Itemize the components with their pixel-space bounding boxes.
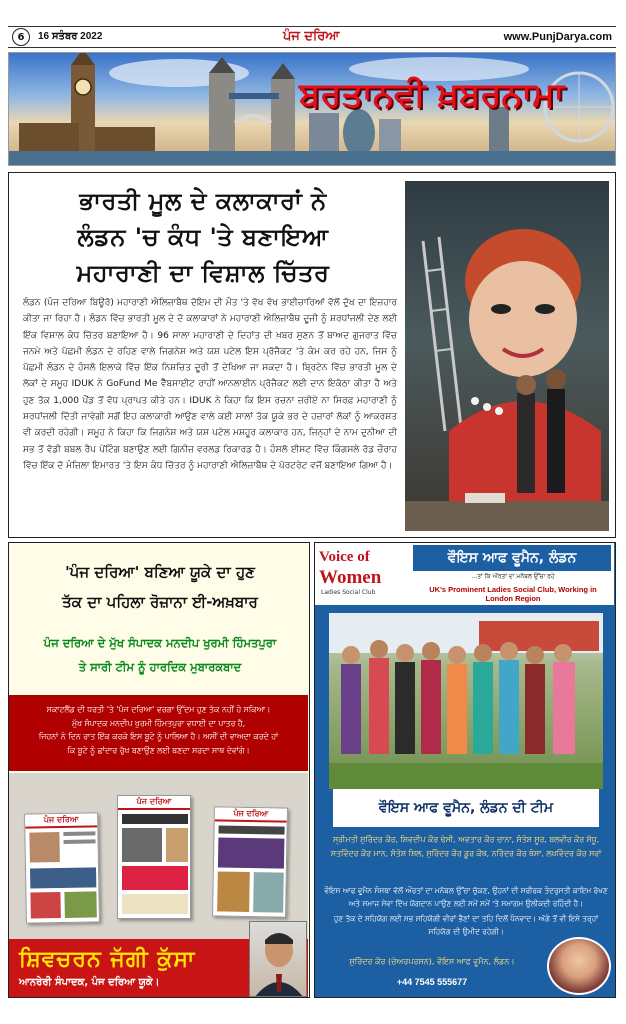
congrats-line: ਪੰਜ ਦਰਿਆ ਦੇ ਮੁੱਖ ਸੰਪਾਦਕ ਮਨਦੀਪ ਖੁਰਮੀ ਹਿੰਮਤਪੁਰਾ — [43, 636, 277, 650]
headline-line: 'ਪੰਜ ਦਰਿਆ' ਬਣਿਆ ਯੂਕੇ ਦਾ ਹੁਣ — [65, 563, 255, 581]
message-line: ਮੁੱਖ ਸੰਪਾਦਕ ਮਨਦੀਪ ਖੁਰਮੀ ਹਿੰਮਤਪੁਰਾ ਵਧਾਈ ਦਾ ਪਾਤਰ ਹੈ, — [71, 718, 246, 728]
vow-title: ਵੌਇਸ ਆਫ ਵੂਮੈਨ, ਲੰਡਨ — [413, 545, 611, 571]
promo-congrats — [17, 631, 303, 679]
headline-line: ਤੱਕ ਦਾ ਪਹਿਲਾ ਰੋਜ਼ਾਨਾ ਈ-ਅਖ਼ਬਾਰ — [62, 593, 258, 611]
newspaper-collage — [9, 773, 308, 939]
congrats-line: ਤੇ ਸਾਰੀ ਟੀਮ ਨੂੰ ਹਾਰਦਿਕ ਮੁਬਾਰਕਬਾਦ — [78, 660, 242, 674]
mural-photo — [405, 181, 609, 531]
group-photo-image — [329, 613, 603, 789]
headline-line: ਲੰਡਨ 'ਚ ਕੰਧ 'ਤੇ ਬਣਾਇਆ — [77, 223, 329, 251]
vow-description: ਵੌਇਸ ਆਫ ਵੂਮੈਨ ਸੰਸਥਾ ਵੱਲੋਂ ਔਰਤਾਂ ਦਾ ਮਨੋਬਲ ਉੱਚਾ ਚੁੱਕਣ, ਉਹਨਾਂ ਦੀ ਸਰੀਰਕ ਤੰਦਰੁਸਤੀ ਕਾਇਮ ਰੱਖਣ ਅਤੇ ਸਮਾਜ ਸੇਵਾ ਦਿੱਖ ਯੋਗਦਾਨ ਪਾਉਣ ਲਈ ਸਮੇਂ ਸਮੇਂ 'ਤੇ ਸਮਾਗਮ ਉਲੀਕਦੀ ਰਹਿੰਦੀ ਹੈ। — [324, 886, 608, 908]
vow-logo — [319, 549, 411, 599]
editor-role: ਆਨਰੇਰੀ ਸੰਪਾਦਕ, ਪੰਜ ਦਰਿਆ ਯੂਕੇ। — [19, 977, 160, 988]
headline-line: ਮਹਾਰਾਣੀ ਦਾ ਵਿਸ਼ਾਲ ਚਿੱਤਰ — [76, 259, 330, 287]
team-title: ਵੌਇਸ ਆਫ ਵੂਮੈਨ, ਲੰਡਨ ਦੀ ਟੀਮ — [378, 800, 554, 816]
vow-header — [315, 543, 614, 605]
team-member-names: ਸ੍ਰੀਮਤੀ ਸੁਰਿੰਦਰ ਕੌਰ, ਸ਼ਿਵਦੀਪ ਕੌਰ ਢੇਸੀ, ਅਵਤਾਰ ਕੌਰ ਚਾਨਾ, ਸੰਤੋਸ਼ ਸੂਰ, ਬਲਵੀਰ ਕੌਰ ਸੱਧੂ, ਸਤਵਿੰਦਰ ਕੌਰ ਮਾਨ, ਸੰਤੋਸ਼ ਸ਼ਿਲ, ਸੁਰਿੰਦਰ ਕੌਰ ਡੂਰ ਕੌਥ, ਨਰਿੰਦਰ ਕੌਰ ਥੋਸਾ, ਲਖਵਿੰਦਰ ਕੌਰ ਸਰਾਂ — [330, 835, 602, 858]
logo-line-2: Women — [319, 567, 382, 588]
page-header — [8, 26, 616, 48]
site-url[interactable]: www.PunjDarya.com — [503, 31, 612, 43]
chairperson-portrait — [547, 937, 611, 995]
logo-line-1: Voice of — [319, 549, 370, 565]
logo-line-3: Ladies Social Club — [321, 589, 376, 596]
lead-body-text: ਲੰਡਨ (ਪੰਜ ਦਰਿਆ ਬਿਊਰੋ) ਮਹਾਰਾਣੀ ਐਲਿਜ਼ਾਬੈਥ ਦੋਇਮ ਦੀ ਮੌਤ 'ਤੇ ਵੱਖ ਵੱਖ ਭਾਈਚਾਰਿਆਂ ਵੱਲੋਂ ਦੁੱਖ ਦਾ ਇਜ਼ਹਾਰ ਕੀਤਾ ਜਾ ਰਿਹਾ ਹੈ। ਲੰਡਨ ਵਿੱਚ ਭਾਰਤੀ ਮੂਲ ਦੇ ਦੋ ਕਲਾਕਾਰਾਂ ਨੇ ਮਹਾਰਾਣੀ ਐਲਿਜ਼ਾਬੈਥ ਦੂਜੀ ਨੂੰ ਸ਼ਰਧਾਂਜਲੀ ਦੇਣ ਲਈ ਇੱਕ ਵਿਸ਼ਾਲ ਕੰਧ ਚਿੱਤਰ ਬਣਾਇਆ ਹੈ। 96 ਸਾਲਾ ਮਹਾਰਾਣੀ ਦੇ ਦਿਹਾਂਤ ਦੀ ਖ਼ਬਰ ਸੁਣਨ ਤੋਂ ਬਾਅਦ ਗੁਜਰਾਤ ਵਿੱਚ ਜਨਮੇ ਅਤੇ ਪੱਛਮੀ ਲੰਡਨ ਦੇ ਰਹਿਣ ਵਾਲੇ ਜਿਗਨੇਸ਼ ਅਤੇ ਯਸ਼ ਪਟੇਲ ਇਸ ਪ੍ਰੋਜੈਕਟ 'ਤੇ ਕੰਮ ਕਰ ਰਹੇ ਹਨ, ਜਿਸ ਨੂੰ ਪੱਛਮੀ ਲੰਡਨ ਦੇ ਹੰਸਲੋ ਇਲਾਕੇ ਵਿੱਚ ਇੱਕ ਨਿਸ਼ਚਿਤ ਦੂਰੀ ਤੋਂ ਦੇਖਿਆ ਜਾ ਸਕਦਾ ਹੈ। ਬ੍ਰਿਟੇਨ ਵਿੱਚ ਭਾਰਤੀ ਮੂਲ ਦੇ ਲੋਕਾਂ ਦੇ ਸਮੂਹ IDUK ਨੇ GoFund Me ਵੈੱਬਸਾਈਟ ਰਾਹੀਂ ਆਨਲਾਈਨ ਪ੍ਰੋਜੈਕਟ ਲਈ ਦਾਨ ਇਕੱਠਾ ਕੀਤਾ ਹੈ ਅਤੇ ਹੁਣ ਤੱਕ 1,000 ਪੌਂਡ ਤੋਂ ਵੱਧ ਪ੍ਰਾਪਤ ਕੀਤੇ ਹਨ। IDUK ਨੇ ਕਿਹਾ ਕਿ ਇਸ ਰਚਨਾ ਜ਼ਰੀਏ ਨਾ ਸਿਰਫ਼ ਮਹਾਰਾਣੀ ਨੂੰ ਸ਼ਰਧਾਂਜਲੀ ਦਿੱਤੀ ਜਾਵੇਗੀ ਸਗੋਂ ਇਹ ਕਲਾਕਾਰੀ ਆਉਣ ਵਾਲੇ ਕਈ ਸਾਲਾਂ ਤੱਕ ਯੂਕੇ ਭਰ ਦੇ ਹਜ਼ਾਰਾਂ ਲੋਕਾਂ ਨੂੰ ਆਕਰਸ਼ਤ ਵੀ ਕਰਦੀ ਰਹੇਗੀ। ਸਮੂਹ ਨੇ ਕਿਹਾ ਕਿ ਜਿਗਨੇਸ਼ ਅਤੇ ਯਸ਼ ਪਟੇਲ ਮਸ਼ਹੂਰ ਕਲਾਕਾਰ ਹਨ, ਜਿਨ੍ਹਾਂ ਦੇ ਨਾਮ ਦੁਨੀਆ ਦੀ ਸਭ ਤੋਂ ਵੱਡੀ ਬਬਲ ਰੈਪ ਪੇਂਟਿੰਗ ਬਣਾਉਣ ਲਈ ਗਿਨੀਜ਼ ਵਰਲਡ ਰਿਕਾਰਡ ਹੈ। ਹੰਸਲੋ ਈਸਟ ਵਿੱਚ ਕਿੰਗਸਲੇ ਰੋਡ ਚੌਰਾਹ ਵਿੱਚ ਇੱਕ ਦੋ ਮੰਜ਼ਿਲਾ ਇਮਾਰਤ 'ਤੇ ਇਸ ਕੰਧ ਚਿੱਤਰ ਨੂੰ ਮਹਾਰਾਣੀ ਐਲਿਜ਼ਾਬੈਥ ਦੇ ਪੋਰਟਰੇਟ ਵਜੋਂ ਬਣਾਇਆ ਗਿਆ ਹੈ। — [23, 298, 397, 471]
lead-article — [8, 172, 616, 538]
newspaper-page — [117, 795, 191, 919]
editor-photo — [250, 922, 307, 997]
team-title-box — [333, 789, 599, 827]
team-group-photo — [329, 613, 603, 789]
vow-tagline-english: UK's Prominent Ladies Social Club, Working in London Region — [429, 585, 597, 603]
queen-mural-image — [405, 181, 609, 531]
paper-masthead: ਪੰਜ ਦਰਿਆ — [118, 796, 190, 810]
paper-masthead: ਪੰਜ ਦਰਿਆ — [25, 813, 97, 828]
paper-content-image — [25, 827, 100, 923]
message-line: ਜਿਹਨਾਂ ਨੇ ਦਿਨ ਰਾਤ ਇੱਕ ਕਰਕੇ ਇਸ ਬੂਟੇ ਨੂੰ ਪਾਲਿਆ ਹੈ। ਅਸੀਂ ਦੀ ਵਾਅਦਾ ਕਰਦੇ ਹਾਂ — [38, 732, 279, 741]
page-number: 6 — [12, 28, 30, 46]
promo-panel — [8, 542, 310, 998]
message-line: ਸਕਾਟਲੈਂਡ ਦੀ ਧਰਤੀ 'ਤੇ 'ਪੰਜ ਦਰਿਆ' ਵਰਗਾ ਉੱਦਮ ਹੁਣ ਤੱਕ ਨਹੀਂ ਹੋ ਸਕਿਆ। — [46, 705, 271, 714]
chairperson-signature: ਸੁਰਿੰਦਰ ਕੌਰ (ਚੇਅਰਪਰਸਨ), ਵੌਇਸ ਆਫ ਵੂਮੈਨ, ਲੰਡਨ। — [349, 957, 515, 966]
editor-portrait — [249, 921, 307, 997]
paper-masthead: ਪੰਜ ਦਰਿਆ — [215, 807, 287, 822]
message-line: ਕਿ ਬੂਟੇ ਨੂੰ ਛਾਂਦਾਰ ਰੁੱਖ ਬਣਾਉਣ ਲਈ ਬਣਦਾ ਸਰਦਾ ਸਾਥ ਦੇਵਾਂਗੇ। — [67, 745, 250, 755]
voice-of-women-panel — [314, 542, 616, 998]
newspaper-page — [24, 812, 100, 923]
newspaper-page — [212, 806, 288, 917]
issue-date: 16 ਸਤੰਬਰ 2022 — [38, 31, 103, 42]
masthead-logo: ਪੰਜ ਦਰਿਆ — [283, 29, 340, 44]
contact-phone[interactable]: +44 7545 555677 — [396, 977, 468, 987]
section-banner — [8, 52, 616, 166]
paper-content-image — [213, 821, 288, 917]
vow-tagline: ...ਤਾਂ ਕਿ ਔਰਤਾਂ ਦਾ ਮਨੋਬਲ ਉੱਚਾ ਰਹੇ — [471, 573, 555, 580]
lead-headline — [23, 183, 383, 291]
editor-name: ਸ਼ਿਵਚਰਨ ਜੱਗੀ ਕੁੱਸਾ — [19, 947, 196, 972]
promo-message-box — [9, 695, 308, 771]
paper-content-image — [118, 810, 191, 919]
vow-thanks: ਹੁਣ ਤੱਕ ਦੇ ਸਹਿਯੋਗ ਲਈ ਸਭ ਸਹਿਯੋਗੀ ਵੀਰਾਂ ਭੈਣਾਂ ਦਾ ਤਹਿ ਦਿਲੋਂ ਧੰਨਵਾਦ। ਅੱਗੇ ਤੋਂ ਵੀ ਇਸੇ ਤਰ੍ਹਾਂ ਸਹਿਯੋਗ ਦੀ ਉਮੀਦ ਰਹੇਗੀ। — [333, 914, 599, 936]
headline-line: ਭਾਰਤੀ ਮੂਲ ਦੇ ਕਲਾਕਾਰਾਂ ਨੇ — [79, 187, 327, 215]
promo-headline — [17, 557, 303, 617]
section-title: ਬਰਤਾਨਵੀ ਖ਼ਬਰਨਾਮਾ — [299, 75, 565, 115]
